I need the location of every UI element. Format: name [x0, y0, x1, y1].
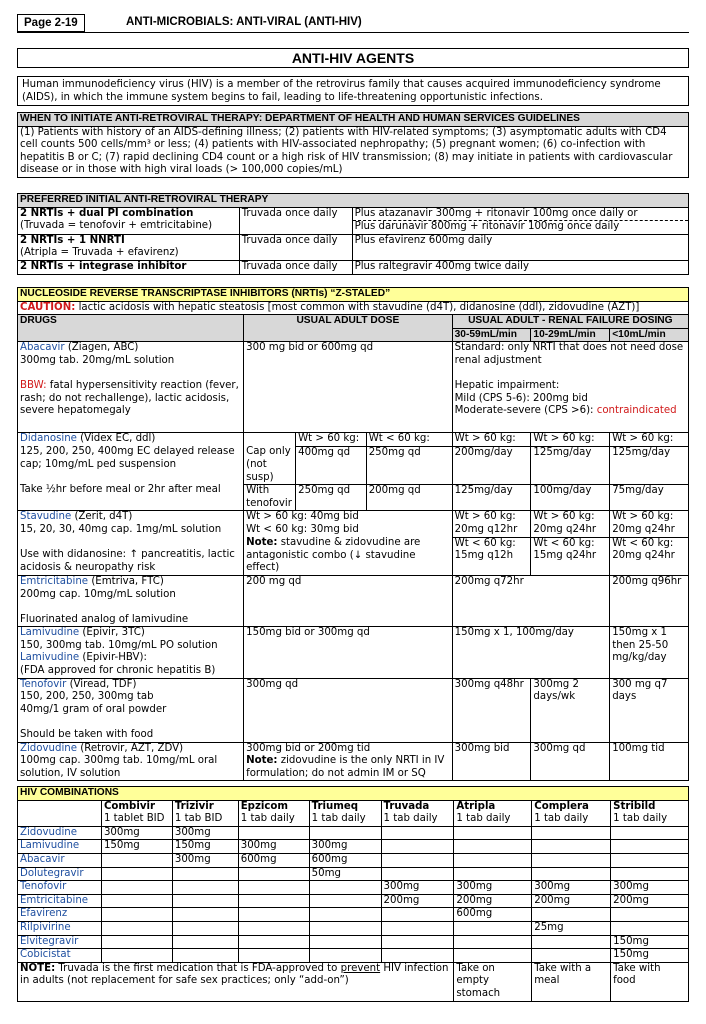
table-row [18, 575, 689, 626]
drug-brand: (Videx EC, ddl) [76, 433, 156, 445]
nrti-table [17, 287, 689, 781]
when-to-initiate-table [17, 112, 689, 178]
combo-cell [454, 935, 532, 949]
note-text-b: HIV infection in adults (not replacement for safe sex practices; only “add-on”) [20, 962, 449, 987]
combo-cell: 150mg [101, 840, 172, 854]
combo-cell [381, 867, 454, 881]
combo-cell [454, 853, 532, 867]
cap-dose-lt: 250mg qd [366, 446, 452, 484]
stribild-note: Take with food [611, 962, 689, 1001]
drug-note: Fluorinated analog of lamivudine [20, 613, 189, 625]
cap-renal-2: 125mg/day [531, 446, 610, 484]
renal-2: 300mg 2 days/wk [531, 678, 610, 742]
combo-cell [454, 867, 532, 881]
dose-note: zidovudine is the only NRTI in IV formulation; do not admin IM or SQ [246, 755, 445, 779]
drug-brand: (Retrovir, AZT, ZDV) [77, 742, 184, 754]
combo-cell [101, 908, 172, 922]
combo-product-header [309, 800, 381, 826]
drug-form: 150, 200, 250, 300mg tab [20, 691, 154, 703]
dose-note: stavudine & zidovudine are antagonistic combo (↓ stavudine effect) [246, 537, 421, 574]
combo-cell [532, 949, 611, 963]
combo-cell [101, 853, 172, 867]
atripla-note: Take on empty stomach [454, 962, 532, 1001]
dose-note-label: Note: [246, 537, 278, 549]
page-number: Page 2-19 [17, 14, 85, 32]
combo-cell: 300mg [238, 840, 309, 854]
combo-cell [101, 949, 172, 963]
renal-lt-3: Wt < 60 kg: 20mg q24hr [610, 537, 689, 575]
renal-standard: Standard: only NRTI that does not need dose renal adjustment [454, 342, 684, 366]
regimen-sub: (Truvada = tenofovir + emtricitabine) [20, 220, 213, 232]
combo-note-row [18, 962, 689, 1001]
drug-name: Zidovudine [20, 742, 78, 754]
drug-name: Tenofovir [20, 678, 67, 690]
combo-product-header [172, 800, 238, 826]
note-prevent: prevent [340, 962, 381, 974]
table-row [18, 881, 689, 895]
combo-cell [238, 867, 309, 881]
with-renal-2: 100mg/day [531, 485, 610, 511]
combo-cell: 25mg [532, 921, 611, 935]
wt-lt-label: Wt < 60 kg: [366, 433, 452, 447]
combo-cell [611, 867, 689, 881]
wt-gt-label: Wt > 60 kg: [296, 433, 367, 447]
renal-lt-2: Wt < 60 kg: 15mg q24hr [531, 537, 610, 575]
product-dose: 1 tab daily [240, 813, 295, 825]
drug-dose: 300 mg bid or 600mg qd [244, 342, 453, 433]
dose-lt: Wt < 60 kg: 30mg bid [246, 524, 359, 536]
col-drugs: DRUGS [18, 315, 244, 342]
combo-drug-name: Zidovudine [18, 826, 102, 840]
combo-cell [309, 894, 381, 908]
combo-cell: 300mg [101, 826, 172, 840]
combo-cell [101, 867, 172, 881]
combo-cell [611, 921, 689, 935]
combo-cell [172, 894, 238, 908]
regimen-base: Truvada once daily [239, 260, 352, 274]
combo-cell [454, 949, 532, 963]
combo-cell [532, 908, 611, 922]
header-rule [17, 32, 689, 33]
product-name: Epzicom [240, 800, 289, 812]
table-row [18, 921, 689, 935]
combo-cell [381, 949, 454, 963]
combo-cell: 200mg [611, 894, 689, 908]
table-row [18, 260, 689, 274]
product-name: Trizivir [174, 800, 214, 812]
cap-renal-3: 125mg/day [610, 446, 689, 484]
combo-drug-name: Elvitegravir [18, 935, 102, 949]
regimen-name: 2 NRTIs + integrase inhibitor [18, 260, 240, 274]
cap-dose-gt: 400mg qd [296, 446, 367, 484]
note-text-a: Truvada is the first medication that is FDA-approved to [55, 962, 341, 974]
wt-gt-label: Wt > 60 kg: [452, 433, 531, 447]
drug-brand: (Epivir, 3TC) [79, 627, 145, 639]
combo-product-header [101, 800, 172, 826]
regimen-sub: (Atripla = Truvada + efavirenz) [20, 247, 179, 259]
with-renal-3: 75mg/day [610, 485, 689, 511]
drug-dose: 300mg qd [244, 678, 453, 742]
combo-cell [532, 935, 611, 949]
drug-note: Take ½hr before meal or 2hr after meal [20, 483, 221, 495]
nrti-heading: NUCLEOSIDE REVERSE TRANSCRIPTASE INHIBITORS (NRTIs) “Z-STALED” [18, 288, 689, 302]
combo-drug-name: Rilpivirine [18, 921, 102, 935]
product-dose: 1 tab daily [311, 813, 366, 825]
drug-note: Use with didanosine: ↑ pancreatitis, lactic acidosis & neuropathy risk [20, 549, 235, 573]
combo-product-header [454, 800, 532, 826]
combo-cell [381, 921, 454, 935]
when-heading: WHEN TO INITIATE ANTI-RETROVIRAL THERAPY: DEPARTMENT OF HEALTH AND HUMAN SERVICES GUIDELINES [18, 113, 689, 127]
combo-cell: 150mg [172, 840, 238, 854]
combo-cell [101, 935, 172, 949]
regimen-name: 2 NRTIs + dual PI combination [20, 207, 194, 219]
combo-cell [532, 867, 611, 881]
renal-1: 300mg q48hr [452, 678, 531, 742]
combo-cell [238, 921, 309, 935]
combo-cell: 300mg [172, 853, 238, 867]
table-row [18, 853, 689, 867]
table-row [18, 511, 689, 537]
col-renal-30-59: 30-59mL/min [452, 328, 531, 342]
combo-cell [309, 949, 381, 963]
with-renal-1: 125mg/day [452, 485, 531, 511]
combo-cell [611, 826, 689, 840]
table-row [18, 908, 689, 922]
combo-cell: 600mg [238, 853, 309, 867]
bbw-text: fatal hypersensitivity reaction (fever, rash; do not rechallenge), lactic acidosis, severe hepatomegaly [20, 380, 239, 417]
combo-product-header [381, 800, 454, 826]
complera-note: Take with a meal [532, 962, 611, 1001]
combo-cell [454, 840, 532, 854]
table-row [18, 826, 689, 840]
combo-cell [238, 935, 309, 949]
regimen-plus: Plus efavirenz 600mg daily [352, 234, 688, 260]
table-row [18, 678, 689, 742]
col-dose: USUAL ADULT DOSE [244, 315, 453, 342]
drug-brand: (Ziagen, ABC) [64, 342, 139, 354]
renal-3: 200mg q96hr [610, 575, 689, 626]
drug-dose: 300mg bid or 200mg tid [246, 742, 371, 754]
caution-text: lactic acidosis with hepatic steatosis [most common with stavudine (d4T), didanosine (ddl), zidovudine (AZT)] [75, 301, 640, 313]
combo-cell [309, 935, 381, 949]
combo-cell [172, 908, 238, 922]
combo-cell [238, 881, 309, 895]
combo-cell: 300mg [172, 826, 238, 840]
product-dose: 1 tab daily [613, 813, 668, 825]
combo-drug-name: Tenofovir [18, 881, 102, 895]
combo-cell: 200mg [381, 894, 454, 908]
bbw-label: BBW: [20, 380, 47, 392]
renal-3: 100mg tid [610, 742, 689, 781]
renal-1-2: 200mg q72hr [452, 575, 610, 626]
section-title: ANTI-MICROBIALS: ANTI-VIRAL (ANTI-HIV) [126, 16, 362, 28]
cap-only-label: Cap only (not susp) [244, 446, 296, 484]
combo-cell [381, 840, 454, 854]
regimen-name: 2 NRTIs + 1 NNRTI [20, 234, 125, 246]
drug-form: 100mg cap. 300mg tab. 10mg/mL oral solution, IV solution [20, 755, 218, 779]
combo-cell [101, 894, 172, 908]
drug-dose: 150mg bid or 300mg qd [244, 627, 453, 678]
product-dose: 1 tab BID [174, 813, 223, 825]
combo-cell: 50mg [309, 867, 381, 881]
regimen-plus-alt: Plus darunavir 800mg + ritonavir 100mg once daily [354, 221, 620, 233]
product-dose: 1 tablet BID [103, 813, 165, 825]
product-name: Triumeq [311, 800, 359, 812]
hepatic-contraindicated: contraindicated [596, 405, 677, 417]
drug-brand: (Viread, TDF) [66, 678, 137, 690]
preferred-heading: PREFERRED INITIAL ANTI-RETROVIRAL THERAPY [18, 194, 689, 208]
combo-drug-name: Cobicistat [18, 949, 102, 963]
combo-cell [172, 867, 238, 881]
combo-cell: 200mg [454, 894, 532, 908]
combo-cell [309, 826, 381, 840]
drug-dose: 200 mg qd [244, 575, 453, 626]
product-name: Complera [534, 800, 589, 812]
renal-2: 300mg qd [531, 742, 610, 781]
renal-gt-2: Wt > 60 kg: 20mg q24hr [531, 511, 610, 537]
combo-cell [309, 908, 381, 922]
combo-drug-name: Efavirenz [18, 908, 102, 922]
combo-cell [611, 853, 689, 867]
drug-form: 15, 20, 30, 40mg cap. 1mg/mL solution [20, 524, 222, 536]
regimen-base: Truvada once daily [239, 207, 352, 234]
combo-cell: 300mg [309, 840, 381, 854]
table-row [18, 935, 689, 949]
table-row [18, 949, 689, 963]
drug-name: Abacavir [20, 342, 65, 354]
renal-gt-3: Wt > 60 kg: 20mg q24hr [610, 511, 689, 537]
combo-body [18, 826, 689, 962]
renal-gt-1: Wt > 60 kg: 20mg q12hr [452, 511, 531, 537]
table-row [18, 433, 689, 447]
drug-name-hbv: Lamivudine [20, 652, 80, 664]
table-row [18, 742, 689, 781]
combo-drug-name: Dolutegravir [18, 867, 102, 881]
regimen-plus: Plus raltegravir 400mg twice daily [352, 260, 688, 274]
drug-form: 125, 200, 250, 400mg EC delayed release cap; 10mg/mL ped suspension [20, 445, 235, 470]
with-tenofovir-label: With tenofovir [244, 485, 296, 511]
combo-cell [172, 935, 238, 949]
combo-cell [381, 853, 454, 867]
combo-cell [238, 908, 309, 922]
drug-form: 300mg tab. 20mg/mL solution [20, 354, 175, 366]
combo-cell [532, 826, 611, 840]
renal-3: 150mg x 1 then 25-50 mg/kg/day [610, 627, 689, 678]
combo-cell: 300mg [611, 881, 689, 895]
dose-gt: Wt > 60 kg: 40mg bid [246, 511, 359, 523]
combo-cell [532, 853, 611, 867]
product-dose: 1 tab daily [383, 813, 438, 825]
drug-form-powder: 40mg/1 gram of oral powder [20, 703, 167, 715]
combo-cell [309, 881, 381, 895]
table-row [18, 894, 689, 908]
table-row [18, 207, 689, 234]
product-name: Truvada [383, 800, 430, 812]
product-dose: 1 tab daily [534, 813, 589, 825]
drug-form: 150, 300mg tab. 10mg/mL PO solution [20, 639, 218, 651]
drug-name: Didanosine [20, 433, 77, 445]
note-label: NOTE: [20, 962, 56, 974]
regimen-plus: Plus atazanavir 300mg + ritonavir 100mg once daily or [353, 208, 688, 222]
wt-gt-label: Wt > 60 kg: [531, 433, 610, 447]
combo-cell [172, 881, 238, 895]
renal-1: 300mg bid [452, 742, 531, 781]
combo-cell [238, 949, 309, 963]
combo-cell: 300mg [454, 881, 532, 895]
combo-product-header [238, 800, 309, 826]
combo-drug-name: Abacavir [18, 853, 102, 867]
preferred-therapy-table [17, 193, 689, 275]
col-renal: USUAL ADULT - RENAL FAILURE DOSING [452, 315, 688, 329]
wt-gt-label: Wt > 60 kg: [610, 433, 689, 447]
dose-note-label: Note: [246, 755, 278, 767]
combo-drug-name: Emtricitabine [18, 894, 102, 908]
combo-cell [611, 908, 689, 922]
hepatic-moderate: Moderate-severe (CPS >6): [454, 405, 597, 417]
renal-lt-1: Wt < 60 kg: 15mg q12h [452, 537, 531, 575]
combo-cell [454, 921, 532, 935]
table-row [18, 627, 689, 678]
drug-note: Should be taken with food [20, 729, 154, 741]
combo-cell [101, 881, 172, 895]
combo-cell: 150mg [611, 949, 689, 963]
combo-product-header [532, 800, 611, 826]
table-row [18, 840, 689, 854]
combo-cell [309, 921, 381, 935]
combo-cell [172, 949, 238, 963]
product-dose: 1 tab daily [456, 813, 511, 825]
combo-header-row [18, 800, 689, 826]
combo-cell: 200mg [532, 894, 611, 908]
regimen-base: Truvada once daily [239, 234, 352, 260]
hepatic-mild: Mild (CPS 5-6): 200mg bid [454, 392, 588, 404]
table-row [18, 234, 689, 260]
combo-cell [238, 894, 309, 908]
drug-name: Stavudine [20, 511, 72, 523]
combo-cell [101, 921, 172, 935]
combo-cell [381, 908, 454, 922]
combo-cell: 150mg [611, 935, 689, 949]
product-name: Stribild [613, 800, 656, 812]
combo-cell [381, 826, 454, 840]
drug-brand: (Zerit, d4T) [71, 511, 133, 523]
combo-cell: 300mg [532, 881, 611, 895]
drug-brand: (Emtriva, FTC) [88, 575, 164, 587]
table-row [18, 342, 689, 433]
combos-heading: HIV COMBINATIONS [18, 787, 689, 801]
caution-label: CAUTION: [20, 301, 76, 313]
renal-3: 300 mg q7 days [610, 678, 689, 742]
with-dose-gt: 250mg qd [296, 485, 367, 511]
cap-renal-1: 200mg/day [452, 446, 531, 484]
col-renal-lt10: <10mL/min [610, 328, 689, 342]
hiv-combinations-table [17, 786, 689, 1002]
with-dose-lt: 200mg qd [366, 485, 452, 511]
drug-brand-hbv: (Epivir-HBV): [79, 652, 147, 664]
combo-cell [238, 826, 309, 840]
combo-cell [381, 935, 454, 949]
combo-cell: 600mg [454, 908, 532, 922]
drug-name: Emtricitabine [20, 575, 89, 587]
hepatic-title: Hepatic impairment: [454, 380, 560, 392]
combo-drug-name: Lamivudine [18, 840, 102, 854]
combo-cell [172, 921, 238, 935]
combo-product-header [611, 800, 689, 826]
renal-1-2: 150mg x 1, 100mg/day [452, 627, 610, 678]
page-header [17, 14, 689, 32]
col-renal-10-29: 10-29mL/min [531, 328, 610, 342]
combo-cell [611, 840, 689, 854]
combo-cell: 600mg [309, 853, 381, 867]
drug-note: (FDA approved for chronic hepatitis B) [20, 665, 216, 677]
combo-cell [532, 840, 611, 854]
drug-name: Lamivudine [20, 627, 80, 639]
table-row [18, 867, 689, 881]
combo-cell [454, 826, 532, 840]
when-text: (1) Patients with history of an AIDS-defining illness; (2) patients with HIV-related symptoms; (3) asymptomatic adults with CD4 cell counts 500 cells/mm³ or less; (4) patients with HIV-associated nephropathy; (5) pregnant women; (6) co-infection with hepatitis B or C; (7) rapid declining CD4 count or a high risk of HIV transmission; (8) may initiate in patients with cardiovascular disease or in those with high viral loads (> 100,000 copies/mL) [18, 126, 689, 177]
product-name: Atripla [456, 800, 496, 812]
intro-paragraph: Human immunodeficiency virus (HIV) is a member of the retrovirus family that causes acquired immunodeficiency syndrome (AIDS), in which the immune system begins to fail, leading to life-threatening opportunistic infections. [17, 76, 689, 106]
product-name: Combivir [103, 800, 155, 812]
page-title: ANTI-HIV AGENTS [17, 48, 689, 68]
combo-cell: 300mg [381, 881, 454, 895]
drug-form: 200mg cap. 10mg/mL solution [20, 588, 176, 600]
